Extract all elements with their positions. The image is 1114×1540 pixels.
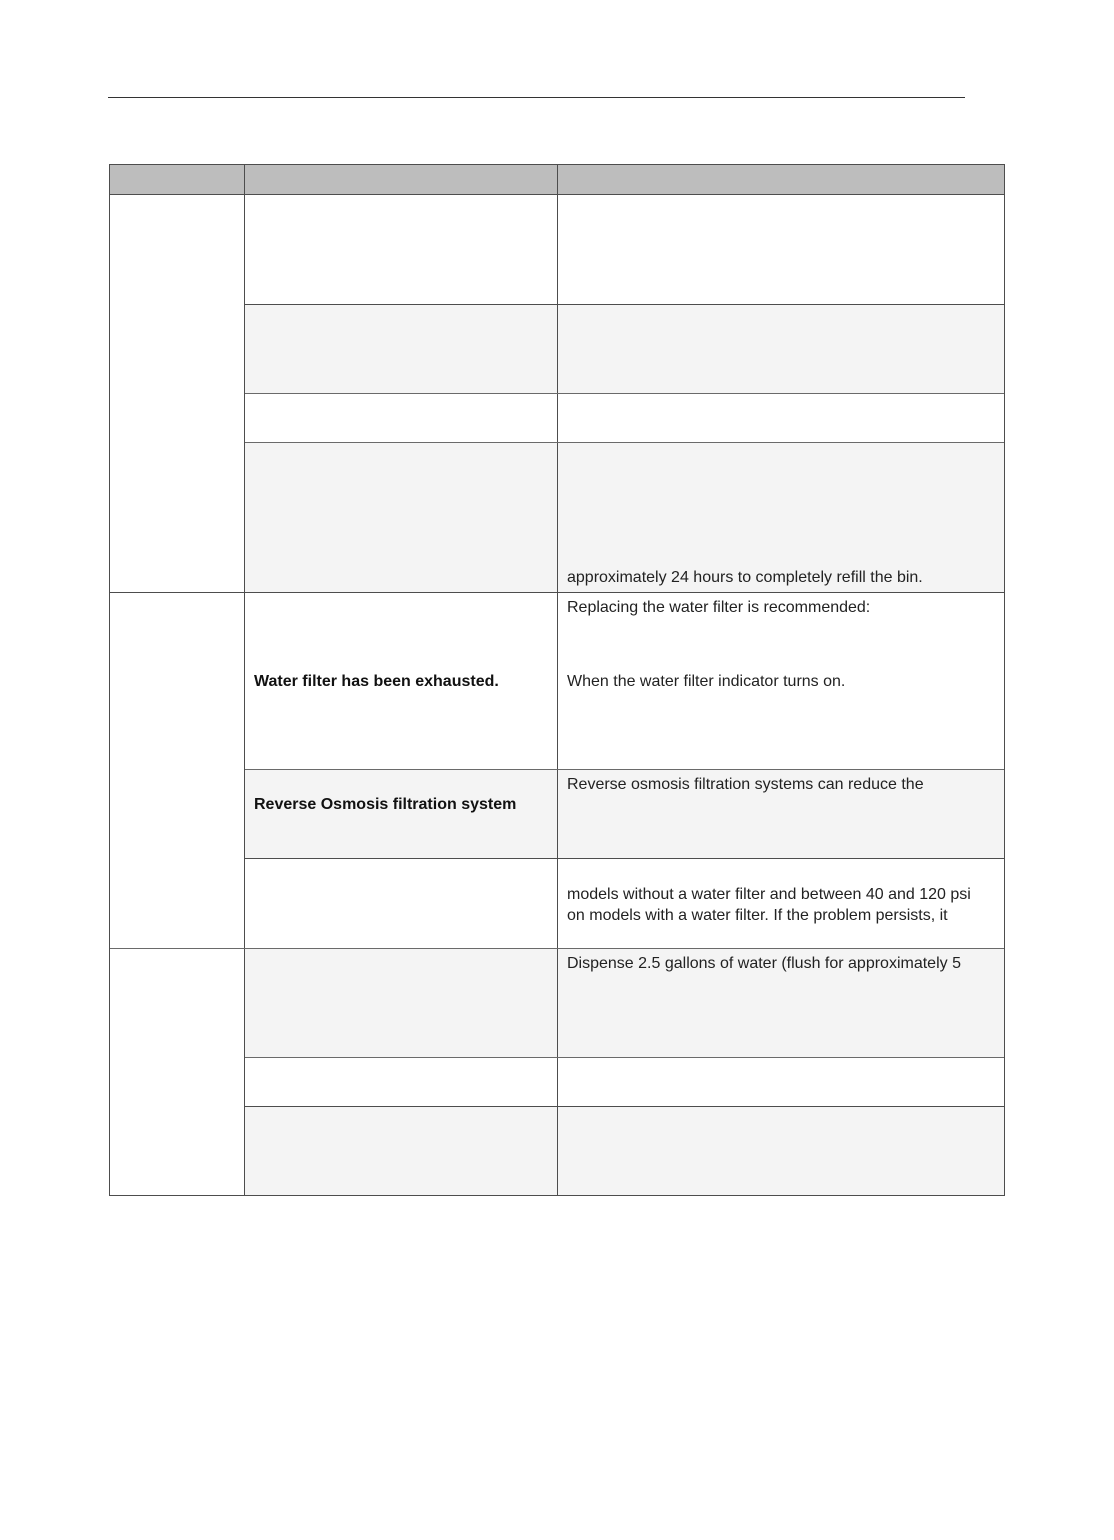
solution-text: on models with a water filter. If the problem persists, it bbox=[567, 907, 948, 924]
troubleshooting-table bbox=[109, 164, 1005, 1196]
cause-text: Reverse Osmosis filtration system bbox=[254, 796, 517, 813]
table-row bbox=[245, 394, 1004, 443]
column-divider bbox=[557, 165, 558, 1195]
row-divider bbox=[110, 194, 1004, 195]
solution-text: Replacing the water filter is recommended: bbox=[567, 599, 871, 616]
row-divider bbox=[110, 948, 1004, 949]
row-divider bbox=[245, 1106, 1004, 1107]
solution-text: models without a water filter and between 40 and 120 psi bbox=[567, 886, 971, 903]
header-rule bbox=[108, 97, 965, 98]
table-row bbox=[245, 1107, 1004, 1195]
solution-text: approximately 24 hours to completely refill the bin. bbox=[567, 569, 923, 586]
row-divider bbox=[245, 769, 1004, 770]
row-divider bbox=[245, 442, 1004, 443]
solution-text: When the water filter indicator turns on. bbox=[567, 673, 846, 690]
row-divider bbox=[245, 393, 1004, 394]
row-divider bbox=[110, 592, 1004, 593]
row-divider bbox=[245, 304, 1004, 305]
table-row bbox=[245, 305, 1004, 394]
row-divider bbox=[245, 858, 1004, 859]
table-row bbox=[245, 195, 1004, 305]
solution-text: Reverse osmosis filtration systems can reduce the bbox=[567, 776, 924, 793]
table-row bbox=[245, 1058, 1004, 1107]
solution-text: Dispense 2.5 gallons of water (flush for approximately 5 bbox=[567, 955, 961, 972]
column-divider bbox=[244, 165, 245, 1195]
cause-text: Water filter has been exhausted. bbox=[254, 673, 499, 690]
row-divider bbox=[245, 1057, 1004, 1058]
